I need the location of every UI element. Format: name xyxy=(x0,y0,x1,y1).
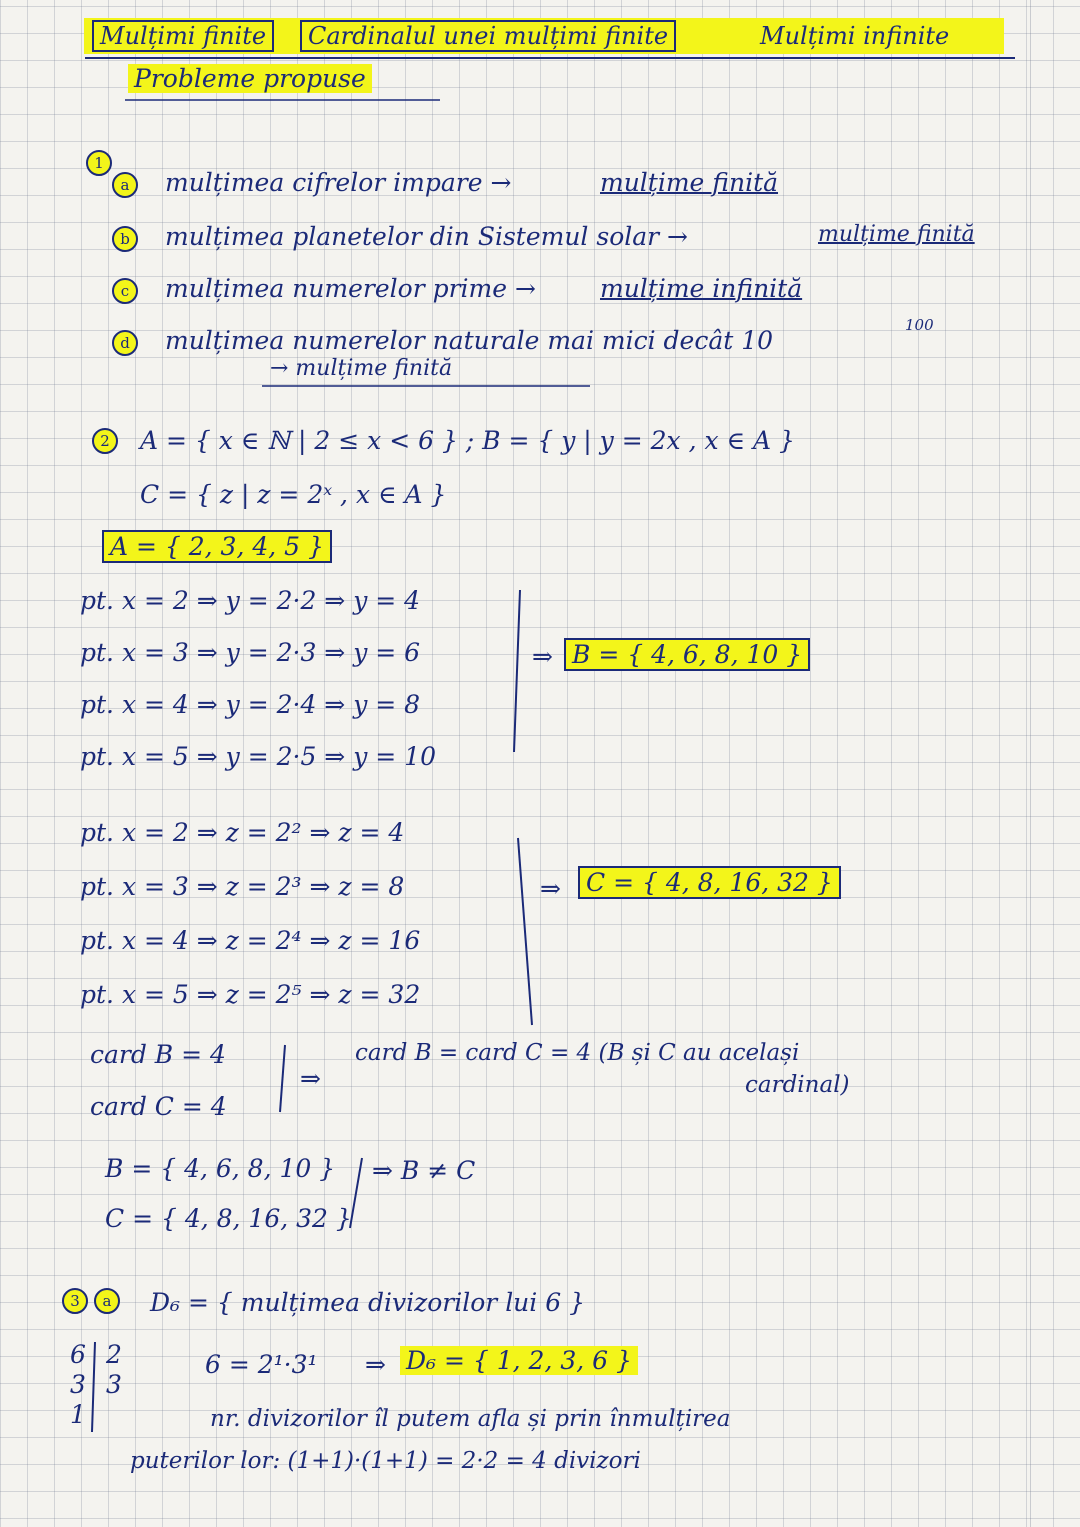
ex3-a-label: a xyxy=(94,1288,120,1314)
ex2-c-set: C = { 4, 8, 16, 32 } xyxy=(105,1204,352,1233)
ex2-b-arrow: ⇒ xyxy=(532,642,553,671)
ex3-decomp-left-3: 1 xyxy=(70,1400,86,1429)
header-tab-cardinal: Cardinalul unei mulțimi finite xyxy=(300,20,676,52)
ex3-decomp-left-2: 3 xyxy=(70,1370,86,1399)
ex2-number: 2 xyxy=(92,428,118,454)
header-tab-finite: Mulțimi finite xyxy=(92,20,274,52)
ex3-d6-result: D₆ = { 1, 2, 3, 6 } xyxy=(400,1346,638,1375)
ex2-card-c: card C = 4 xyxy=(90,1092,227,1121)
ex3-number: 3 xyxy=(62,1288,88,1314)
ex2-b-row-2: pt. x = 3 ⇒ y = 2·3 ⇒ y = 6 xyxy=(80,638,421,667)
ex1-d-text: mulțimea numerelor naturale mai mici decât 10 xyxy=(165,326,774,355)
ex2-c-row-2: pt. x = 3 ⇒ z = 2³ ⇒ z = 8 xyxy=(80,872,405,901)
ex1-b-result: mulțime finită xyxy=(818,222,975,247)
ex1-d-label: d xyxy=(112,330,138,356)
ex2-c-row-1: pt. x = 2 ⇒ z = 2² ⇒ z = 4 xyxy=(80,818,405,847)
ex1-a-text: mulțimea cifrelor impare → xyxy=(165,168,512,197)
ex1-c-label: c xyxy=(112,278,138,304)
ex1-c-result: mulțime infinită xyxy=(600,274,803,303)
ex2-b-row-1: pt. x = 2 ⇒ y = 2·2 ⇒ y = 4 xyxy=(80,586,421,615)
ex2-c-arrow: ⇒ xyxy=(540,874,561,903)
ex1-b-label: b xyxy=(112,226,138,252)
ex2-definition-line1: A = { x ∈ ℕ | 2 ≤ x < 6 } ; B = { y | y = 2x , x ∈ A } xyxy=(140,426,795,455)
ex2-c-row-3: pt. x = 4 ⇒ z = 2⁴ ⇒ z = 16 xyxy=(80,926,421,955)
ex2-card-conclusion: card B = card C = 4 (B și C au același xyxy=(355,1040,800,1066)
ex2-card-b: card B = 4 xyxy=(90,1040,226,1069)
ex2-definition-line2: C = { z | z = 2ˣ , x ∈ A } xyxy=(140,480,447,509)
ex1-number: 1 xyxy=(86,150,112,176)
ex3-d6-definition: D₆ = { mulțimea divizorilor lui 6 } xyxy=(150,1288,585,1317)
header-tab-infinite: Mulțimi infinite xyxy=(760,22,950,50)
ex2-b-row-4: pt. x = 5 ⇒ y = 2·5 ⇒ y = 10 xyxy=(80,742,436,771)
ex2-b-result: B = { 4, 6, 8, 10 } xyxy=(564,638,810,671)
ex2-card-arrow: ⇒ xyxy=(300,1064,321,1093)
ex3-decomp-right-2: 3 xyxy=(106,1370,122,1399)
ex2-card-conclusion-2: cardinal) xyxy=(745,1072,850,1098)
subtitle: Probleme propuse xyxy=(128,64,372,93)
ex1-b-text: mulțimea planetelor din Sistemul solar → xyxy=(165,222,688,251)
ex3-note-line2: puterilor lor: (1+1)·(1+1) = 2·2 = 4 divizori xyxy=(130,1448,641,1474)
ex2-b-row-3: pt. x = 4 ⇒ y = 2·4 ⇒ y = 8 xyxy=(80,690,421,719)
ex2-c-result: C = { 4, 8, 16, 32 } xyxy=(578,866,841,899)
ex3-factorization: 6 = 2¹·3¹ xyxy=(205,1350,318,1379)
ex3-note-line1: nr. divizorilor îl putem afla și prin înmulțirea xyxy=(210,1406,731,1432)
ex2-neq: ⇒ B ≠ C xyxy=(372,1156,476,1185)
ex3-decomp-left-1: 6 xyxy=(70,1340,86,1369)
ex1-d-exponent: 100 xyxy=(905,316,934,334)
ex2-c-row-4: pt. x = 5 ⇒ z = 2⁵ ⇒ z = 32 xyxy=(80,980,421,1009)
ex3-arrow: ⇒ xyxy=(365,1350,386,1379)
ex3-decomp-right-1: 2 xyxy=(106,1340,122,1369)
ex1-d-result: → mulțime finită xyxy=(270,356,453,381)
ex1-a-label: a xyxy=(112,172,138,198)
ex2-b-set: B = { 4, 6, 8, 10 } xyxy=(105,1154,336,1183)
ex1-a-result: mulțime finită xyxy=(600,168,779,197)
ex1-c-text: mulțimea numerelor prime → xyxy=(165,274,536,303)
ex2-set-a: A = { 2, 3, 4, 5 } xyxy=(102,530,332,563)
